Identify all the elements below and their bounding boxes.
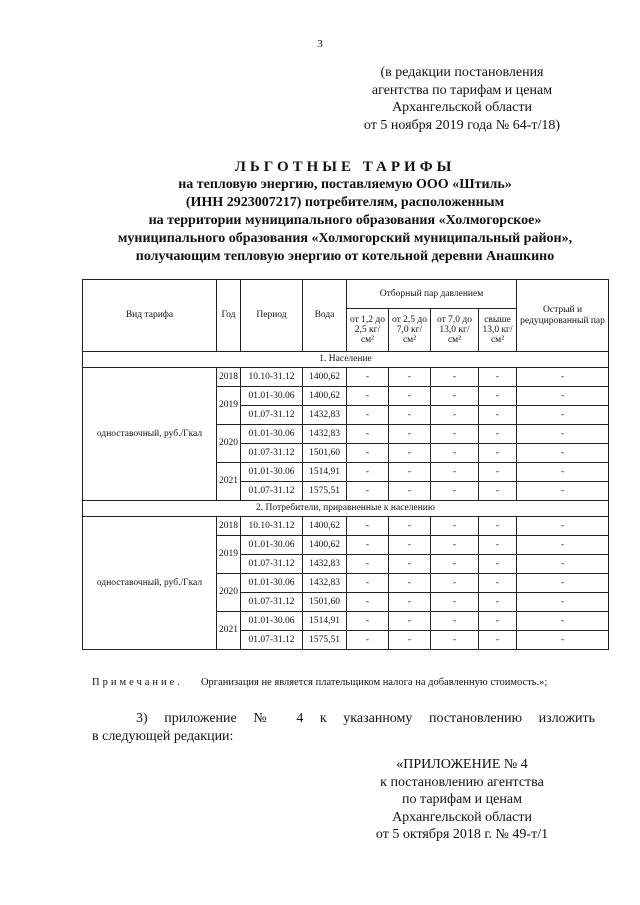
- empty-tariff-cell: -: [347, 444, 389, 463]
- empty-tariff-cell: -: [431, 425, 479, 444]
- header-period: Период: [241, 280, 303, 352]
- edition-note-line: (в редакции постановления: [380, 65, 544, 80]
- empty-tariff-cell: -: [517, 612, 609, 631]
- water-tariff-cell: 1432,83: [303, 555, 347, 574]
- title-line: муниципального образования «Холмогорский муниципальный район»,: [117, 231, 573, 246]
- water-tariff-cell: 1400,62: [303, 387, 347, 406]
- empty-tariff-cell: -: [517, 517, 609, 536]
- appendix-line: к постановлению агентства: [380, 774, 544, 790]
- empty-tariff-cell: -: [347, 574, 389, 593]
- empty-tariff-cell: -: [389, 463, 431, 482]
- empty-tariff-cell: -: [517, 536, 609, 555]
- empty-tariff-cell: -: [431, 517, 479, 536]
- empty-tariff-cell: -: [517, 482, 609, 501]
- title-line: (ИНН 2923007217) потребителям, расположенным: [185, 195, 505, 210]
- note: [92, 677, 547, 688]
- edition-note-line: агентства по тарифам и ценам: [371, 82, 553, 98]
- empty-tariff-cell: -: [347, 482, 389, 501]
- empty-tariff-cell: -: [389, 387, 431, 406]
- header-sharp-steam: Острый и редуцированный пар: [517, 280, 609, 352]
- empty-tariff-cell: -: [479, 536, 517, 555]
- empty-tariff-cell: -: [479, 631, 517, 650]
- period-cell: 01.01-30.06: [241, 387, 303, 406]
- header-steam-3: от 7,0 до 13,0 кг/см²: [431, 309, 479, 352]
- empty-tariff-cell: -: [389, 593, 431, 612]
- water-tariff-cell: 1575,51: [303, 482, 347, 501]
- header-tariff-type: Вид тарифа: [83, 280, 217, 352]
- empty-tariff-cell: -: [517, 387, 609, 406]
- empty-tariff-cell: -: [389, 631, 431, 650]
- empty-tariff-cell: -: [389, 406, 431, 425]
- table-row: [83, 368, 609, 387]
- empty-tariff-cell: -: [517, 368, 609, 387]
- empty-tariff-cell: -: [479, 368, 517, 387]
- period-cell: 10.10-31.12: [241, 517, 303, 536]
- empty-tariff-cell: -: [479, 593, 517, 612]
- appendix-header: [332, 756, 592, 844]
- header-steam-1: от 1,2 до 2,5 кг/см²: [347, 309, 389, 352]
- title-line: получающим тепловую энергию от котельной деревни Анашкино: [135, 249, 555, 264]
- empty-tariff-cell: -: [517, 444, 609, 463]
- water-tariff-cell: 1400,62: [303, 517, 347, 536]
- empty-tariff-cell: -: [389, 574, 431, 593]
- empty-tariff-cell: -: [431, 368, 479, 387]
- tariff-type-cell: одноставочный, руб./Гкал: [83, 368, 217, 501]
- year-cell: 2018: [217, 368, 241, 387]
- period-cell: 01.01-30.06: [241, 536, 303, 555]
- water-tariff-cell: 1575,51: [303, 631, 347, 650]
- empty-tariff-cell: -: [517, 631, 609, 650]
- year-cell: 2019: [217, 536, 241, 574]
- period-cell: 01.01-30.06: [241, 425, 303, 444]
- period-cell: 10.10-31.12: [241, 368, 303, 387]
- year-cell: 2019: [217, 387, 241, 425]
- table-row: [83, 517, 609, 536]
- empty-tariff-cell: -: [479, 482, 517, 501]
- header-steam-2: от 2,5 до 7,0 кг/см²: [389, 309, 431, 352]
- period-cell: 01.07-31.12: [241, 593, 303, 612]
- water-tariff-cell: 1432,83: [303, 406, 347, 425]
- empty-tariff-cell: -: [389, 482, 431, 501]
- empty-tariff-cell: -: [517, 463, 609, 482]
- empty-tariff-cell: -: [347, 387, 389, 406]
- paragraph-line: в следующей редакции:: [92, 729, 234, 744]
- water-tariff-cell: 1400,62: [303, 368, 347, 387]
- empty-tariff-cell: -: [389, 612, 431, 631]
- note-label: Примечание.: [92, 677, 183, 688]
- year-cell: 2020: [217, 425, 241, 463]
- edition-note: [332, 64, 592, 134]
- appendix-line: по тарифам и ценам: [402, 792, 522, 807]
- period-cell: 01.07-31.12: [241, 631, 303, 650]
- period-cell: 01.01-30.06: [241, 574, 303, 593]
- empty-tariff-cell: -: [517, 574, 609, 593]
- tariffs-table: [82, 279, 609, 650]
- empty-tariff-cell: -: [431, 444, 479, 463]
- year-cell: 2021: [217, 612, 241, 650]
- empty-tariff-cell: -: [347, 612, 389, 631]
- empty-tariff-cell: -: [431, 555, 479, 574]
- year-cell: 2021: [217, 463, 241, 501]
- empty-tariff-cell: -: [431, 406, 479, 425]
- appendix-line: Архангельской области: [392, 809, 532, 825]
- empty-tariff-cell: -: [347, 425, 389, 444]
- empty-tariff-cell: -: [389, 425, 431, 444]
- water-tariff-cell: 1501,60: [303, 593, 347, 612]
- empty-tariff-cell: -: [431, 536, 479, 555]
- year-cell: 2020: [217, 574, 241, 612]
- edition-note-line: Архангельской области: [392, 100, 532, 115]
- section-title: 1. Население: [83, 352, 609, 368]
- empty-tariff-cell: -: [431, 612, 479, 631]
- page-number: 3: [317, 38, 323, 50]
- empty-tariff-cell: -: [347, 536, 389, 555]
- period-cell: 01.07-31.12: [241, 444, 303, 463]
- water-tariff-cell: 1514,91: [303, 612, 347, 631]
- edition-note-line: от 5 ноября 2019 года № 64-т/18): [363, 117, 561, 133]
- empty-tariff-cell: -: [479, 463, 517, 482]
- empty-tariff-cell: -: [431, 463, 479, 482]
- empty-tariff-cell: -: [431, 387, 479, 406]
- empty-tariff-cell: -: [389, 444, 431, 463]
- amendment-paragraph: [92, 710, 595, 746]
- appendix-line: от 5 октября 2018 г. № 49-т/1: [375, 827, 549, 842]
- empty-tariff-cell: -: [347, 406, 389, 425]
- water-tariff-cell: 1501,60: [303, 444, 347, 463]
- period-cell: 01.07-31.12: [241, 555, 303, 574]
- header-steam-group: Отборный пар давлением: [347, 280, 517, 309]
- empty-tariff-cell: -: [479, 517, 517, 536]
- section-title: 2. Потребители, приравненные к населению: [83, 501, 609, 517]
- empty-tariff-cell: -: [347, 555, 389, 574]
- header-steam-4: свыше 13,0 кг/см²: [479, 309, 517, 352]
- empty-tariff-cell: -: [479, 612, 517, 631]
- empty-tariff-cell: -: [479, 444, 517, 463]
- header-year: Год: [217, 280, 241, 352]
- empty-tariff-cell: -: [479, 555, 517, 574]
- empty-tariff-cell: -: [389, 517, 431, 536]
- document-title: [60, 158, 630, 266]
- period-cell: 01.07-31.12: [241, 406, 303, 425]
- year-cell: 2018: [217, 517, 241, 536]
- empty-tariff-cell: -: [347, 368, 389, 387]
- period-cell: 01.01-30.06: [241, 612, 303, 631]
- title-line: на тепловую энергию, поставляемую ООО «Штиль»: [178, 177, 512, 192]
- appendix-line: «ПРИЛОЖЕНИЕ № 4: [396, 757, 528, 772]
- empty-tariff-cell: -: [389, 368, 431, 387]
- empty-tariff-cell: -: [389, 536, 431, 555]
- water-tariff-cell: 1432,83: [303, 425, 347, 444]
- empty-tariff-cell: -: [517, 425, 609, 444]
- empty-tariff-cell: -: [479, 574, 517, 593]
- empty-tariff-cell: -: [517, 593, 609, 612]
- water-tariff-cell: 1400,62: [303, 536, 347, 555]
- empty-tariff-cell: -: [517, 406, 609, 425]
- header-water: Вода: [303, 280, 347, 352]
- note-text: Организация не является плательщиком налога на добавленную стоимость.»;: [200, 677, 548, 688]
- empty-tariff-cell: -: [479, 406, 517, 425]
- empty-tariff-cell: -: [347, 463, 389, 482]
- tariff-type-cell: одноставочный, руб./Гкал: [83, 517, 217, 650]
- empty-tariff-cell: -: [431, 574, 479, 593]
- empty-tariff-cell: -: [479, 425, 517, 444]
- period-cell: 01.07-31.12: [241, 482, 303, 501]
- empty-tariff-cell: -: [431, 631, 479, 650]
- title-line: на территории муниципального образования «Холмогорское»: [148, 213, 542, 228]
- empty-tariff-cell: -: [347, 517, 389, 536]
- empty-tariff-cell: -: [517, 555, 609, 574]
- empty-tariff-cell: -: [431, 482, 479, 501]
- water-tariff-cell: 1514,91: [303, 463, 347, 482]
- paragraph-line: 3) приложение № 4 к указанному постановлению изложить: [136, 711, 595, 726]
- empty-tariff-cell: -: [347, 631, 389, 650]
- water-tariff-cell: 1432,83: [303, 574, 347, 593]
- title-main: ЛЬГОТНЫЕ ТАРИФЫ: [234, 159, 456, 175]
- empty-tariff-cell: -: [431, 593, 479, 612]
- empty-tariff-cell: -: [389, 555, 431, 574]
- empty-tariff-cell: -: [479, 387, 517, 406]
- empty-tariff-cell: -: [347, 593, 389, 612]
- period-cell: 01.01-30.06: [241, 463, 303, 482]
